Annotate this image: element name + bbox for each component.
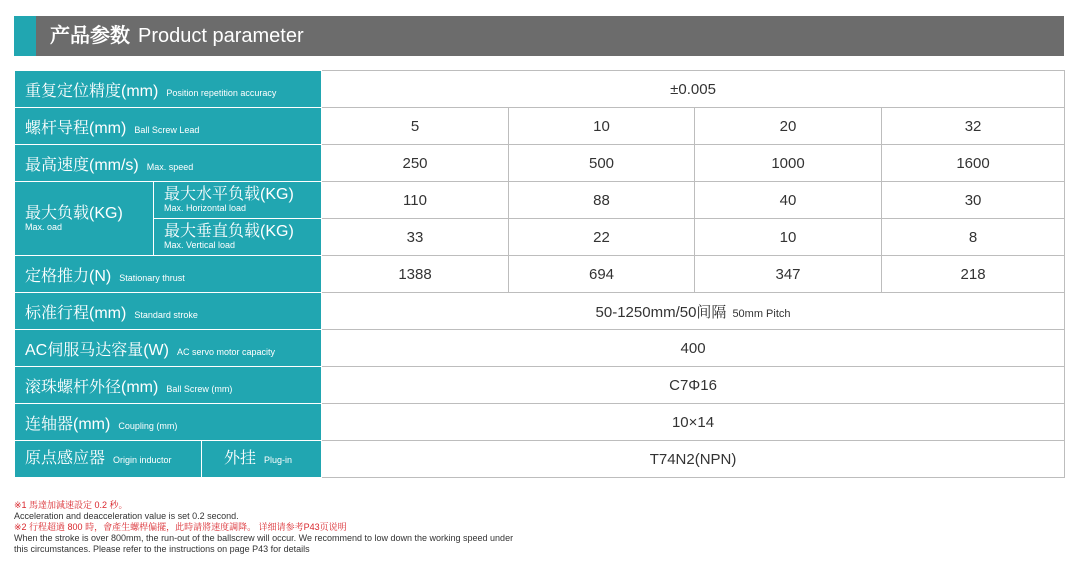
section-title-en: Product parameter bbox=[138, 25, 304, 47]
horizontal-load-cell: 40 bbox=[695, 182, 882, 219]
row-horizontal-load bbox=[15, 182, 1065, 219]
note-2-en-line2: this circumstances. Please refer to the instructions on page P43 for details bbox=[14, 544, 310, 554]
row-stationary-thrust bbox=[15, 256, 1065, 293]
product-parameter-table bbox=[14, 70, 1065, 478]
plugin-label: 外挂 Plug-in bbox=[224, 450, 293, 467]
lead-cell: 5 bbox=[322, 108, 509, 145]
thrust-cell: 218 bbox=[882, 256, 1065, 293]
section-title-cn: 产品参数 bbox=[50, 25, 130, 47]
lead-cell: 32 bbox=[882, 108, 1065, 145]
value-coupling: 10×14 bbox=[322, 404, 1065, 441]
origin-inductor-label: 原点感应器 Origin inductor bbox=[15, 441, 202, 477]
thrust-cell: 347 bbox=[695, 256, 882, 293]
section-title bbox=[50, 16, 304, 56]
value-origin-inductor: T74N2(NPN) bbox=[322, 441, 1065, 478]
lead-cell: 20 bbox=[695, 108, 882, 145]
row-coupling bbox=[15, 404, 1065, 441]
note-2-en-line1: When the stroke is over 800mm, the run-out of the ballscrew will occur. We recommend to low down the working speed under bbox=[14, 533, 514, 543]
vertical-load-cell: 33 bbox=[322, 219, 509, 256]
section-header bbox=[14, 16, 1064, 56]
label-position-accuracy: 重复定位精度(mm) Position repetition accuracy bbox=[15, 71, 322, 108]
label-ball-screw-diameter: 滚珠螺杆外径(mm) Ball Screw (mm) bbox=[15, 367, 322, 404]
label-standard-stroke: 标准行程(mm) Standard stroke bbox=[15, 293, 322, 330]
row-position-accuracy bbox=[15, 71, 1065, 108]
value-position-accuracy: ±0.005 bbox=[322, 71, 1065, 108]
lead-cell: 10 bbox=[509, 108, 695, 145]
speed-cell: 500 bbox=[509, 145, 695, 182]
speed-cell: 1000 bbox=[695, 145, 882, 182]
row-vertical-load bbox=[15, 219, 1065, 256]
note-1-en: Acceleration and deacceleration value is set 0.2 second. bbox=[14, 511, 239, 521]
horizontal-load-cell: 88 bbox=[509, 182, 695, 219]
label-stationary-thrust: 定格推力(N) Stationary thrust bbox=[15, 256, 322, 293]
value-ball-screw-diameter: C7Φ16 bbox=[322, 367, 1065, 404]
vertical-load-cell: 22 bbox=[509, 219, 695, 256]
label-max-speed: 最高速度(mm/s) Max. speed bbox=[15, 145, 322, 182]
label-ball-screw-lead: 螺杆导程(mm) Ball Screw Lead bbox=[15, 108, 322, 145]
label-max-load: 最大负载(KG) Max. oad bbox=[15, 182, 154, 256]
thrust-cell: 694 bbox=[509, 256, 695, 293]
header-accent-bar bbox=[14, 16, 36, 56]
thrust-cell: 1388 bbox=[322, 256, 509, 293]
label-horizontal-load: 最大水平负载(KG) Max. Horizontal load bbox=[154, 182, 322, 219]
speed-cell: 250 bbox=[322, 145, 509, 182]
note-1-cn: ※1 馬達加減速設定 0.2 秒。 bbox=[14, 500, 128, 510]
row-max-speed bbox=[15, 145, 1065, 182]
vertical-load-cell: 8 bbox=[882, 219, 1065, 256]
vertical-load-cell: 10 bbox=[695, 219, 882, 256]
row-motor-capacity bbox=[15, 330, 1065, 367]
label-motor-capacity: AC伺服马达容量(W) AC servo motor capacity bbox=[15, 330, 322, 367]
note-2-cn: ※2 行程超過 800 時，會產生螺桿偏擺，此時請將速度調降。 详细请参考P43页说明 bbox=[14, 522, 347, 532]
row-origin-inductor bbox=[15, 441, 1065, 478]
horizontal-load-cell: 30 bbox=[882, 182, 1065, 219]
label-vertical-load: 最大垂直负载(KG) Max. Vertical load bbox=[154, 219, 322, 256]
row-ball-screw-diameter bbox=[15, 367, 1065, 404]
speed-cell: 1600 bbox=[882, 145, 1065, 182]
horizontal-load-cell: 110 bbox=[322, 182, 509, 219]
label-coupling: 连轴器(mm) Coupling (mm) bbox=[15, 404, 322, 441]
value-motor-capacity: 400 bbox=[322, 330, 1065, 367]
footnotes bbox=[14, 500, 634, 555]
row-standard-stroke bbox=[15, 293, 1065, 330]
label-origin-inductor bbox=[15, 441, 322, 478]
row-ball-screw-lead bbox=[15, 108, 1065, 145]
value-standard-stroke: 50-1250mm/50间隔 50mm Pitch bbox=[322, 293, 1065, 330]
